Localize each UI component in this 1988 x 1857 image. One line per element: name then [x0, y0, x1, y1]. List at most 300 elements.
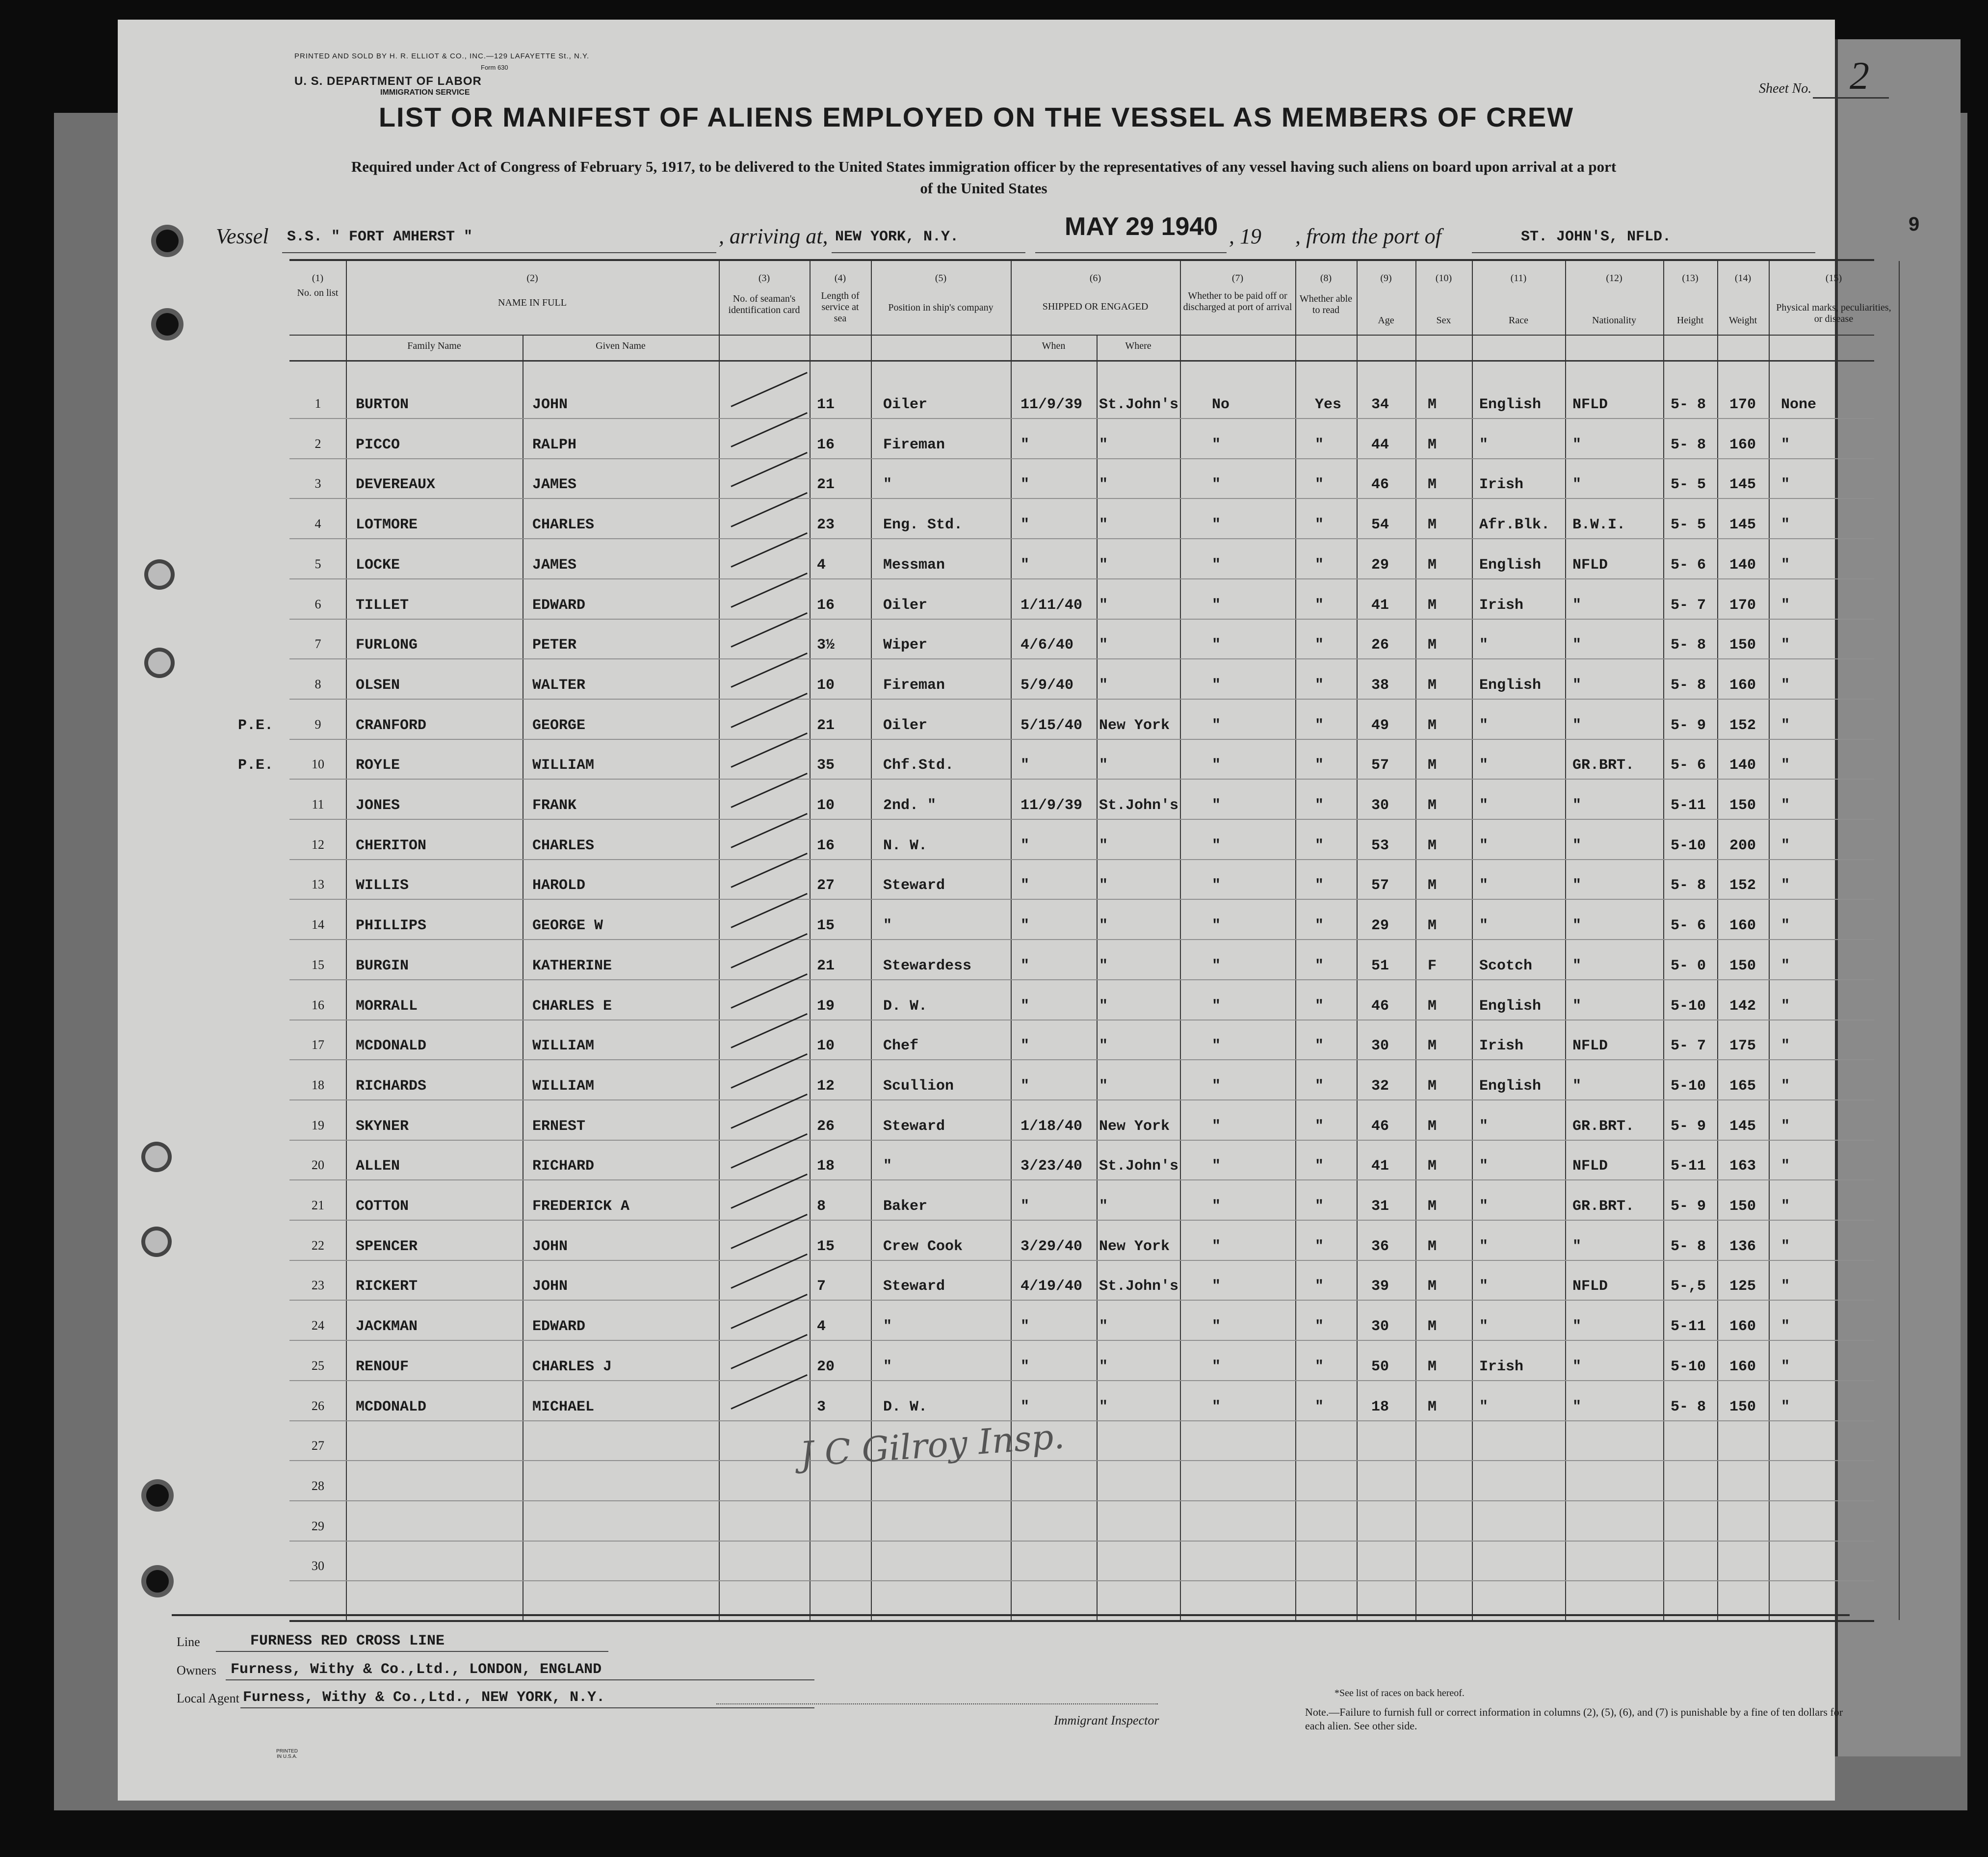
cell-nat: NFLD	[1572, 396, 1608, 413]
cell-paid: "	[1212, 957, 1221, 974]
cell-sex: M	[1428, 917, 1437, 935]
cell-race: English	[1479, 677, 1542, 694]
cell-position: "	[883, 476, 892, 494]
row-number: 17	[312, 1038, 324, 1052]
cell-position: Stewardess	[883, 957, 972, 974]
cell-height: 5- 8	[1671, 436, 1706, 453]
row-number: 16	[312, 997, 324, 1012]
cell-race: Irish	[1479, 476, 1524, 494]
row-number: 11	[312, 797, 324, 811]
cell-family: BURGIN	[356, 957, 409, 974]
row-number: 21	[312, 1198, 324, 1212]
cell-nat: GR.BRT.	[1572, 757, 1635, 774]
cell-where: "	[1099, 637, 1108, 654]
cell-age: 53	[1371, 837, 1389, 854]
arrival-port-underline	[832, 252, 1025, 253]
cell-weight: 170	[1729, 396, 1756, 413]
cell-weight: 160	[1729, 917, 1756, 935]
printer-imprint: PRINTED AND SOLD BY H. R. ELLIOT & CO., INC.—129 LAFAYETTE St., N.Y.	[294, 52, 590, 60]
cell-race: "	[1479, 1318, 1489, 1335]
cell-read: "	[1315, 476, 1324, 494]
col2b-header: Given Name	[596, 340, 646, 351]
year-prefix: , 19	[1229, 224, 1261, 248]
cell-weight: 150	[1729, 1198, 1756, 1215]
cell-weight: 145	[1729, 1118, 1756, 1135]
cell-family: ROYLE	[356, 757, 400, 774]
cell-height: 5-10	[1671, 1358, 1706, 1375]
cell-marks: "	[1781, 757, 1790, 774]
cell-age: 18	[1371, 1398, 1389, 1415]
cell-marks: "	[1781, 476, 1790, 494]
cell-when: "	[1020, 1358, 1030, 1375]
cell-service: 15	[817, 1238, 835, 1255]
cell-marks: "	[1781, 1038, 1790, 1055]
cell-when: "	[1020, 997, 1030, 1015]
cell-when: "	[1020, 1318, 1030, 1335]
cell-when: 5/9/40	[1020, 677, 1074, 694]
cell-age: 49	[1371, 717, 1389, 734]
cell-race: "	[1479, 717, 1489, 734]
col15-header: Physical marks, peculiarities, or disease	[1776, 302, 1891, 324]
cell-paid: "	[1212, 1158, 1221, 1175]
cell-read: "	[1315, 997, 1324, 1015]
cell-marks: "	[1781, 1358, 1790, 1375]
cell-height: 5- 8	[1671, 396, 1706, 413]
cell-nat: NFLD	[1572, 1278, 1608, 1295]
inspector-signature: J C Gilroy Insp.	[798, 1416, 1066, 1475]
cell-family: MORRALL	[356, 997, 418, 1015]
cell-marks: "	[1781, 517, 1790, 534]
cell-read: "	[1315, 877, 1324, 894]
local-agent-underline	[240, 1707, 814, 1708]
cell-read: "	[1315, 1238, 1324, 1255]
cell-read: "	[1315, 436, 1324, 453]
cell-position: "	[883, 1158, 892, 1175]
cell-weight: 160	[1729, 1358, 1756, 1375]
cell-marks: "	[1781, 1118, 1790, 1135]
cell-nat: B.W.I.	[1572, 517, 1626, 534]
cell-age: 46	[1371, 476, 1389, 494]
cell-paid: "	[1212, 436, 1221, 453]
cell-read: "	[1315, 837, 1324, 854]
cell-sex: M	[1428, 517, 1437, 534]
cell-family: OLSEN	[356, 677, 400, 694]
cell-weight: 150	[1729, 797, 1756, 814]
cell-position: Chef	[883, 1038, 919, 1055]
cell-race: "	[1479, 637, 1489, 654]
row-number: 2	[314, 436, 321, 451]
col10-number: (10)	[1435, 273, 1452, 284]
cell-weight: 160	[1729, 1318, 1756, 1335]
cell-when: 1/11/40	[1020, 597, 1083, 614]
cell-weight: 150	[1729, 637, 1756, 654]
cell-race: "	[1479, 837, 1489, 854]
cell-sex: M	[1428, 797, 1437, 814]
cell-age: 29	[1371, 556, 1389, 574]
col7-number: (7)	[1231, 273, 1244, 284]
cell-paid: "	[1212, 476, 1221, 494]
cell-age: 41	[1371, 1158, 1389, 1175]
cell-weight: 160	[1729, 436, 1756, 453]
cell-paid: "	[1212, 1038, 1221, 1055]
cell-nat: "	[1572, 957, 1582, 974]
inspector-signature-line	[716, 1703, 1158, 1704]
cell-height: 5- 9	[1671, 717, 1706, 734]
cell-sex: M	[1428, 757, 1437, 774]
cell-when: 11/9/39	[1020, 396, 1083, 413]
cell-race: Irish	[1479, 1358, 1524, 1375]
cell-when: 3/29/40	[1020, 1238, 1083, 1255]
col13-number: (13)	[1682, 273, 1699, 284]
cell-height: 5- 7	[1671, 1038, 1706, 1055]
cell-paid: "	[1212, 997, 1221, 1015]
cell-age: 34	[1371, 396, 1389, 413]
cell-nat: "	[1572, 677, 1582, 694]
cell-sex: M	[1428, 1158, 1437, 1175]
cell-height: 5-11	[1671, 1158, 1706, 1175]
cell-service: 16	[817, 436, 835, 453]
cell-sex: M	[1428, 1318, 1437, 1335]
cell-when: "	[1020, 837, 1030, 854]
cell-nat: "	[1572, 837, 1582, 854]
cell-nat: "	[1572, 436, 1582, 453]
cell-service: 7	[817, 1278, 826, 1295]
cell-paid: "	[1212, 556, 1221, 574]
form-number: Form 630	[481, 64, 508, 71]
cell-paid: "	[1212, 837, 1221, 854]
cell-marks: "	[1781, 797, 1790, 814]
cell-position: 2nd. "	[883, 797, 937, 814]
cell-given: GEORGE W	[532, 917, 603, 935]
cell-position: Eng. Std.	[883, 517, 963, 534]
cell-given: WILLIAM	[532, 1038, 595, 1055]
col4-number: (4)	[834, 273, 846, 284]
cell-height: 5- 6	[1671, 917, 1706, 935]
cell-where: "	[1099, 1038, 1108, 1055]
cell-service: 12	[817, 1077, 835, 1095]
cell-where: New York	[1099, 717, 1170, 734]
row-number: 27	[312, 1439, 324, 1453]
cell-sex: M	[1428, 556, 1437, 574]
sheet-number-underline	[1813, 97, 1889, 99]
cell-marks: "	[1781, 1077, 1790, 1095]
cell-nat: "	[1572, 877, 1582, 894]
cell-age: 57	[1371, 757, 1389, 774]
cell-nat: GR.BRT.	[1572, 1118, 1635, 1135]
table-row	[289, 1426, 1874, 1465]
col3-number: (3)	[758, 273, 770, 284]
cell-height: 5-11	[1671, 1318, 1706, 1335]
cell-age: 44	[1371, 436, 1389, 453]
cell-service: 8	[817, 1198, 826, 1215]
cell-race: "	[1479, 797, 1489, 814]
row-number: 8	[314, 677, 321, 691]
from-port-label: , from the port of	[1295, 224, 1441, 248]
binder-hole	[145, 1146, 168, 1168]
row-number: 30	[312, 1559, 324, 1573]
col10-header: Sex	[1436, 315, 1451, 326]
local-agent-value: Furness, Withy & Co.,Ltd., NEW YORK, N.Y.	[243, 1689, 605, 1706]
cell-given: JOHN	[532, 1278, 568, 1295]
cell-service: 26	[817, 1118, 835, 1135]
races-note: *See list of races on back hereof.	[1334, 1688, 1465, 1699]
row-number: 6	[314, 597, 321, 611]
cell-read: "	[1315, 517, 1324, 534]
cell-family: FURLONG	[356, 637, 418, 654]
cell-age: 32	[1371, 1077, 1389, 1095]
cell-given: CHARLES E	[532, 997, 612, 1015]
cell-family: MCDONALD	[356, 1038, 427, 1055]
cell-height: 5-10	[1671, 837, 1706, 854]
table-row	[289, 1546, 1874, 1585]
cell-position: Steward	[883, 877, 945, 894]
cell-race: "	[1479, 917, 1489, 935]
col5-number: (5)	[935, 273, 947, 284]
row-number: 10	[312, 757, 324, 772]
cell-given: MICHAEL	[532, 1398, 595, 1415]
table-row	[289, 584, 1874, 624]
cell-age: 29	[1371, 917, 1389, 935]
cell-position: Oiler	[883, 717, 928, 734]
cell-family: COTTON	[356, 1198, 409, 1215]
cell-paid: "	[1212, 677, 1221, 694]
cell-race: "	[1479, 1398, 1489, 1415]
binder-hole	[156, 230, 179, 252]
cell-service: 18	[817, 1158, 835, 1175]
cell-given: EDWARD	[532, 597, 586, 614]
cell-marks: "	[1781, 556, 1790, 574]
col6-header: SHIPPED OR ENGAGED	[1042, 301, 1149, 312]
cell-race: "	[1479, 1158, 1489, 1175]
cell-age: 51	[1371, 957, 1389, 974]
cell-height: 5- 8	[1671, 1398, 1706, 1415]
cell-height: 5- 9	[1671, 1198, 1706, 1215]
cell-race: Afr.Blk.	[1479, 517, 1550, 534]
cell-weight: 150	[1729, 957, 1756, 974]
cell-sex: M	[1428, 1398, 1437, 1415]
cell-nat: NFLD	[1572, 556, 1608, 574]
cell-family: CHERITON	[356, 837, 427, 854]
local-agent-label: Local Agent	[177, 1691, 239, 1705]
cell-height: 5-10	[1671, 997, 1706, 1015]
cell-race: "	[1479, 877, 1489, 894]
cell-sex: M	[1428, 436, 1437, 453]
cell-sex: M	[1428, 677, 1437, 694]
cell-weight: 140	[1729, 556, 1756, 574]
cell-paid: "	[1212, 717, 1221, 734]
cell-service: 16	[817, 837, 835, 854]
cell-sex: M	[1428, 1118, 1437, 1135]
arrival-port: NEW YORK, N.Y.	[835, 229, 959, 245]
cell-where: "	[1099, 436, 1108, 453]
col8-number: (8)	[1320, 273, 1332, 284]
department-name: U. S. DEPARTMENT OF LABOR	[294, 75, 482, 88]
cell-read: "	[1315, 637, 1324, 654]
cell-weight: 145	[1729, 476, 1756, 494]
table-row	[289, 1265, 1874, 1305]
cell-when: "	[1020, 476, 1030, 494]
table-row	[289, 544, 1874, 583]
cell-when: 4/19/40	[1020, 1278, 1083, 1295]
cell-height: 5- 8	[1671, 877, 1706, 894]
cell-service: 11	[817, 396, 835, 413]
row-number: 7	[314, 637, 321, 652]
cell-read: "	[1315, 677, 1324, 694]
table-row	[289, 1386, 1874, 1425]
cell-when: 1/18/40	[1020, 1118, 1083, 1135]
line-value: FURNESS RED CROSS LINE	[250, 1633, 445, 1649]
row-margin-note: P.E.	[238, 717, 274, 734]
cell-marks: "	[1781, 997, 1790, 1015]
cell-service: 10	[817, 797, 835, 814]
cell-race: Scotch	[1479, 957, 1533, 974]
cell-weight: 175	[1729, 1038, 1756, 1055]
cell-where: "	[1099, 957, 1108, 974]
cell-family: PHILLIPS	[356, 917, 427, 935]
cell-age: 50	[1371, 1358, 1389, 1375]
cell-paid: "	[1212, 1358, 1221, 1375]
cell-given: ERNEST	[532, 1118, 586, 1135]
cell-read: "	[1315, 1278, 1324, 1295]
cell-where: "	[1099, 917, 1108, 935]
cell-race: English	[1479, 556, 1542, 574]
cell-height: 5- 8	[1671, 637, 1706, 654]
col14-header: Weight	[1728, 315, 1757, 326]
cell-read: "	[1315, 1398, 1324, 1415]
cell-height: 5- 0	[1671, 957, 1706, 974]
line-label: Line	[177, 1635, 200, 1649]
cell-family: RENOUF	[356, 1358, 409, 1375]
cell-given: KATHERINE	[532, 957, 612, 974]
table-row	[289, 1306, 1874, 1345]
cell-position: Scullion	[883, 1077, 954, 1095]
sheet-number: 2	[1850, 54, 1869, 98]
cell-height: 5-10	[1671, 1077, 1706, 1095]
table-row	[289, 1466, 1874, 1505]
col2-header: NAME IN FULL	[498, 297, 567, 308]
cell-given: RALPH	[532, 436, 577, 453]
row-margin-note: P.E.	[238, 757, 274, 774]
cell-given: CHARLES J	[532, 1358, 612, 1375]
cell-when: "	[1020, 917, 1030, 935]
cell-service: 21	[817, 717, 835, 734]
manifest-sheet	[118, 20, 1920, 1801]
cell-sex: M	[1428, 1077, 1437, 1095]
cell-marks: "	[1781, 597, 1790, 614]
cell-family: TILLET	[356, 597, 409, 614]
cell-sex: M	[1428, 877, 1437, 894]
cell-given: WALTER	[532, 677, 586, 694]
cell-position: Chf.Std.	[883, 757, 954, 774]
footer-rule	[172, 1614, 1850, 1616]
col9-header: Age	[1378, 315, 1394, 326]
cell-service: 10	[817, 677, 835, 694]
page-title: LIST OR MANIFEST OF ALIENS EMPLOYED ON THE VESSEL AS MEMBERS OF CREW	[378, 102, 1574, 132]
col2-number: (2)	[526, 273, 538, 284]
table-row	[289, 664, 1874, 704]
col6a-header: When	[1042, 340, 1066, 351]
cell-age: 57	[1371, 877, 1389, 894]
table-row	[289, 785, 1874, 824]
cell-sex: F	[1428, 957, 1437, 974]
cell-when: "	[1020, 1077, 1030, 1095]
cell-given: CHARLES	[532, 837, 595, 854]
cell-nat: "	[1572, 717, 1582, 734]
cell-nat: GR.BRT.	[1572, 1198, 1635, 1215]
cell-read: "	[1315, 1198, 1324, 1215]
cell-height: 5- 5	[1671, 476, 1706, 494]
departure-port: ST. JOHN'S, NFLD.	[1521, 229, 1672, 245]
cell-family: ALLEN	[356, 1158, 400, 1175]
cell-nat: "	[1572, 997, 1582, 1015]
cell-read: "	[1315, 957, 1324, 974]
col9-number: (9)	[1380, 273, 1392, 284]
cell-family: MCDONALD	[356, 1398, 427, 1415]
cell-height: 5-11	[1671, 797, 1706, 814]
cell-position: "	[883, 1358, 892, 1375]
col5-header: Position in ship's company	[888, 302, 994, 313]
cell-read: "	[1315, 1038, 1324, 1055]
cell-family: PICCO	[356, 436, 400, 453]
table-row	[289, 1065, 1874, 1104]
cell-weight: 140	[1729, 757, 1756, 774]
cell-read: "	[1315, 917, 1324, 935]
cell-position: "	[883, 917, 892, 935]
table-row	[289, 1145, 1874, 1184]
cell-nat: "	[1572, 637, 1582, 654]
cell-height: 5-,5	[1671, 1278, 1706, 1295]
cell-where: "	[1099, 556, 1108, 574]
cell-where: St.John's	[1099, 1278, 1179, 1295]
cell-given: PETER	[532, 637, 577, 654]
col8-header: Whether able to read	[1299, 293, 1353, 315]
cell-sex: M	[1428, 997, 1437, 1015]
cell-sex: M	[1428, 1278, 1437, 1295]
cell-position: Fireman	[883, 436, 945, 453]
row-number: 24	[312, 1318, 324, 1333]
cell-family: SPENCER	[356, 1238, 418, 1255]
cell-marks: "	[1781, 717, 1790, 734]
cell-marks: "	[1781, 436, 1790, 453]
cell-position: N. W.	[883, 837, 928, 854]
page-subtitle	[255, 156, 1712, 199]
cell-race: "	[1479, 1198, 1489, 1215]
cell-paid: "	[1212, 757, 1221, 774]
cell-race: English	[1479, 997, 1542, 1015]
row-number: 28	[312, 1478, 324, 1493]
cell-given: GEORGE	[532, 717, 586, 734]
cell-read: "	[1315, 717, 1324, 734]
cell-family: DEVEREAUX	[356, 476, 436, 494]
cell-height: 5- 5	[1671, 517, 1706, 534]
crew-table	[238, 259, 1891, 1622]
table-row	[289, 424, 1874, 463]
cell-race: "	[1479, 1238, 1489, 1255]
row-number: 26	[312, 1398, 324, 1413]
row-number: 12	[312, 837, 324, 852]
col15-number: (15)	[1825, 273, 1842, 284]
table-row	[289, 864, 1874, 904]
cell-when: "	[1020, 757, 1030, 774]
departure-port-underline	[1472, 252, 1815, 253]
cell-weight: 152	[1729, 717, 1756, 734]
cell-family: JONES	[356, 797, 400, 814]
cell-age: 26	[1371, 637, 1389, 654]
cell-given: FRANK	[532, 797, 577, 814]
owners-underline	[226, 1679, 814, 1680]
cell-nat: "	[1572, 597, 1582, 614]
cell-nat: "	[1572, 476, 1582, 494]
